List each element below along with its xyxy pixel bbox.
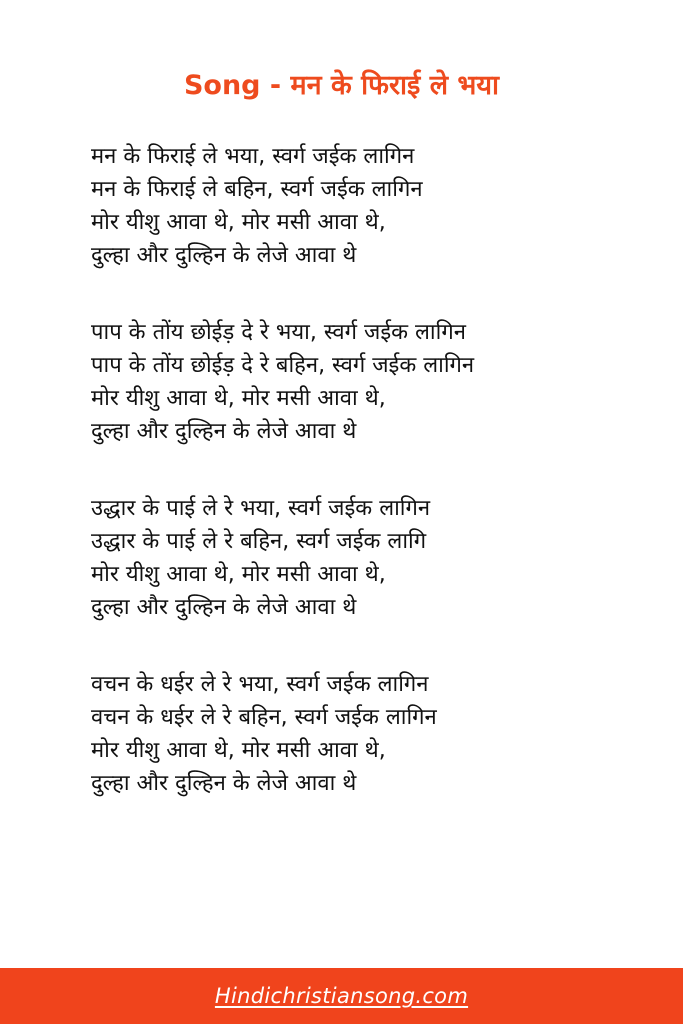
footer-banner — [0, 968, 683, 1024]
lyric-line: वचन के धईर ले रे बहिन, स्वर्ग जईक लागिन — [91, 705, 437, 730]
song-title: Song - मन के फिराई ले भया — [183, 70, 500, 101]
lyric-line: मोर यीशु आवा थे, मोर मसी आवा थे, — [91, 386, 386, 411]
lyric-line: उद्धार के पाई ले रे बहिन, स्वर्ग जईक लागि — [91, 529, 427, 554]
stanza-4 — [91, 668, 671, 800]
lyric-line: पाप के तोंय छोईड़ दे रे बहिन, स्वर्ग जईक लागिन — [91, 353, 475, 378]
stanza-1 — [91, 140, 671, 272]
lyrics — [91, 140, 671, 844]
lyric-line: उद्धार के पाई ले रे भया, स्वर्ग जईक लागिन — [91, 496, 431, 521]
lyric-line: दुल्हा और दुल्हिन के लेजे आवा थे — [91, 419, 357, 444]
lyric-line: पाप के तोंय छोईड़ दे रे भया, स्वर्ग जईक लागिन — [91, 320, 466, 345]
lyric-line: मोर यीशु आवा थे, मोर मसी आवा थे, — [91, 562, 386, 587]
stanza-3 — [91, 492, 671, 624]
lyric-line: मन के फिराई ले बहिन, स्वर्ग जईक लागिन — [91, 177, 423, 202]
lyric-line: मन के फिराई ले भया, स्वर्ग जईक लागिन — [91, 144, 415, 169]
lyric-line: दुल्हा और दुल्हिन के लेजे आवा थे — [91, 595, 357, 620]
lyric-line: वचन के धईर ले रे भया, स्वर्ग जईक लागिन — [91, 672, 429, 697]
lyric-line: दुल्हा और दुल्हिन के लेजे आवा थे — [91, 243, 357, 268]
stanza-2 — [91, 316, 671, 448]
website-link[interactable]: Hindichristiansong.com — [214, 984, 469, 1008]
lyric-line: मोर यीशु आवा थे, मोर मसी आवा थे, — [91, 210, 386, 235]
lyric-line: मोर यीशु आवा थे, मोर मसी आवा थे, — [91, 738, 386, 763]
lyric-line: दुल्हा और दुल्हिन के लेजे आवा थे — [91, 771, 357, 796]
